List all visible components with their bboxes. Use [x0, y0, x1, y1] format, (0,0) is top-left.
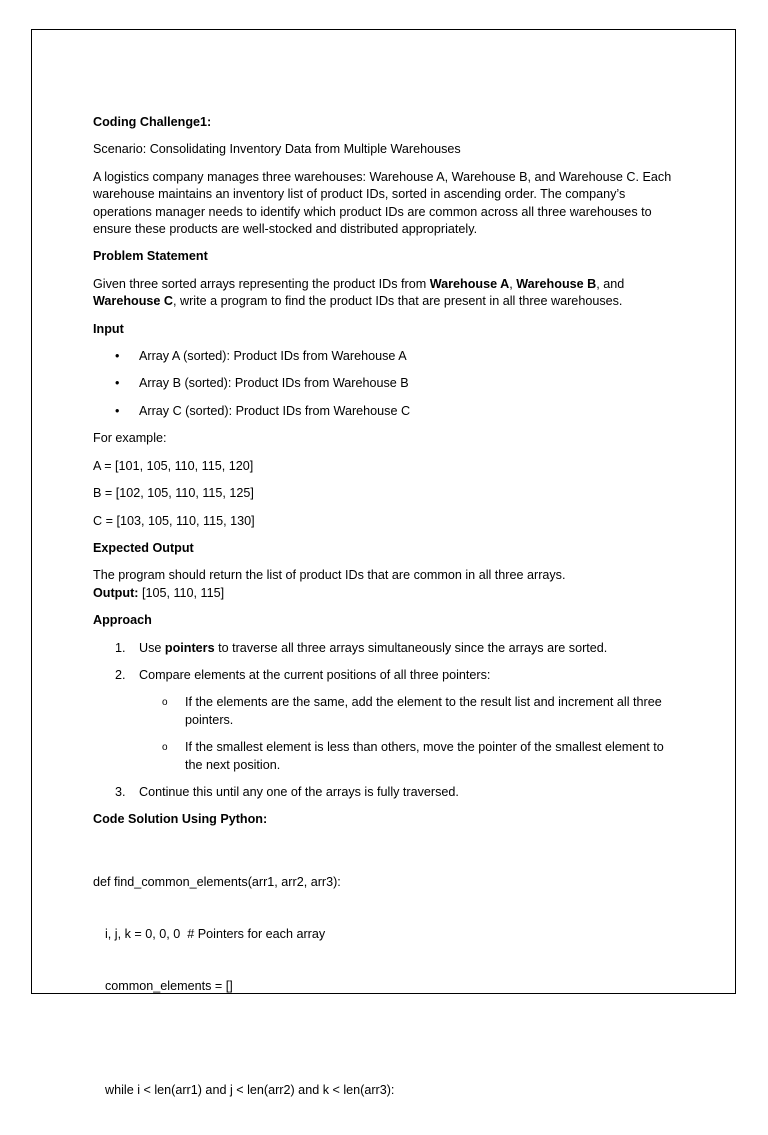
output-label: Output:: [93, 585, 139, 600]
problem-sep-1: ,: [509, 276, 517, 291]
list-item: [93, 667, 683, 774]
list-item: [93, 348, 683, 365]
list-item: [93, 375, 683, 392]
document-body: [93, 114, 683, 1135]
code-line-blank: [93, 1030, 683, 1047]
code-line: i, j, k = 0, 0, 0 # Pointers for each array: [105, 926, 326, 941]
problem-text-2: , write a program to find the product IDs that are present in all three warehouses.: [173, 294, 623, 309]
approach-steps: [93, 640, 683, 802]
step1-pre: Use: [139, 640, 165, 655]
code-heading: Code Solution Using Python:: [93, 812, 268, 827]
problem-sep-2: , and: [596, 276, 625, 291]
problem-bold-a: Warehouse A: [429, 276, 510, 291]
approach-heading: Approach: [93, 613, 152, 628]
bullet-marker: •: [115, 349, 120, 364]
list-item: [139, 694, 683, 729]
scenario-line: Scenario: Consolidating Inventory Data from Multiple Warehouses: [93, 142, 461, 157]
input-list: [93, 348, 683, 420]
list-item: [93, 784, 683, 801]
sub-item-same: If the elements are the same, add the element to the result list and increment all three pointers.: [185, 695, 662, 727]
problem-bold-c: Warehouse C: [93, 294, 174, 309]
step2-text: Compare elements at the current positions of all three pointers:: [139, 667, 491, 682]
example-array-b: B = [102, 105, 110, 115, 125]: [93, 486, 254, 501]
bullet-marker: •: [115, 403, 120, 418]
code-line: common_elements = []: [105, 979, 233, 994]
code-block: [93, 839, 683, 1135]
input-item-c: Array C (sorted): Product IDs from Warehouse C: [139, 403, 411, 418]
circle-marker: o: [162, 697, 168, 709]
code-line: while i < len(arr1) and j < len(arr2) and k < len(arr3):: [105, 1083, 395, 1098]
step-number: 2.: [115, 667, 126, 682]
code-line: def find_common_elements(arr1, arr2, arr3):: [93, 874, 341, 889]
step-number: 1.: [115, 640, 126, 655]
bullet-marker: •: [115, 376, 120, 391]
step1-post: to traverse all three arrays simultaneously since the arrays are sorted.: [214, 640, 608, 655]
list-item: [93, 403, 683, 420]
problem-text-1: Given three sorted arrays representing the product IDs from: [93, 276, 430, 291]
example-array-a: A = [101, 105, 110, 115, 120]: [93, 458, 254, 473]
step-number: 3.: [115, 784, 126, 799]
sub-list: [139, 694, 683, 774]
problem-paragraph: [93, 276, 683, 311]
step1-bold: pointers: [164, 640, 215, 655]
input-item-b: Array B (sorted): Product IDs from Warehouse B: [139, 376, 409, 391]
step3-text: Continue this until any one of the arrays is fully traversed.: [139, 784, 459, 799]
expected-heading: Expected Output: [93, 540, 194, 555]
sub-item-smallest: If the smallest element is less than others, move the pointer of the smallest element to the next position.: [185, 740, 664, 772]
problem-bold-b: Warehouse B: [516, 276, 597, 291]
list-item: [93, 640, 683, 657]
example-label: For example:: [93, 431, 167, 446]
document-title: Coding Challenge1:: [93, 115, 212, 129]
expected-text: The program should return the list of product IDs that are common in all three arrays.: [93, 568, 566, 583]
intro-paragraph: A logistics company manages three warehouses: Warehouse A, Warehouse B, and Warehouse C. Each warehouse maintains an inventory list of product IDs, sorted in ascending order. The company’s operations manager needs to identify which product IDs are common across all three warehouses to ensure these products are well-stocked and distributed appropriately.: [93, 169, 672, 237]
example-array-c: C = [103, 105, 110, 115, 130]: [93, 513, 255, 528]
expected-paragraph: [93, 567, 683, 602]
list-item: [139, 739, 683, 774]
problem-heading: Problem Statement: [93, 249, 208, 264]
input-item-a: Array A (sorted): Product IDs from Warehouse A: [139, 349, 407, 364]
circle-marker: o: [162, 742, 168, 754]
input-heading: Input: [93, 321, 124, 336]
output-value: [105, 110, 115]: [138, 585, 225, 600]
